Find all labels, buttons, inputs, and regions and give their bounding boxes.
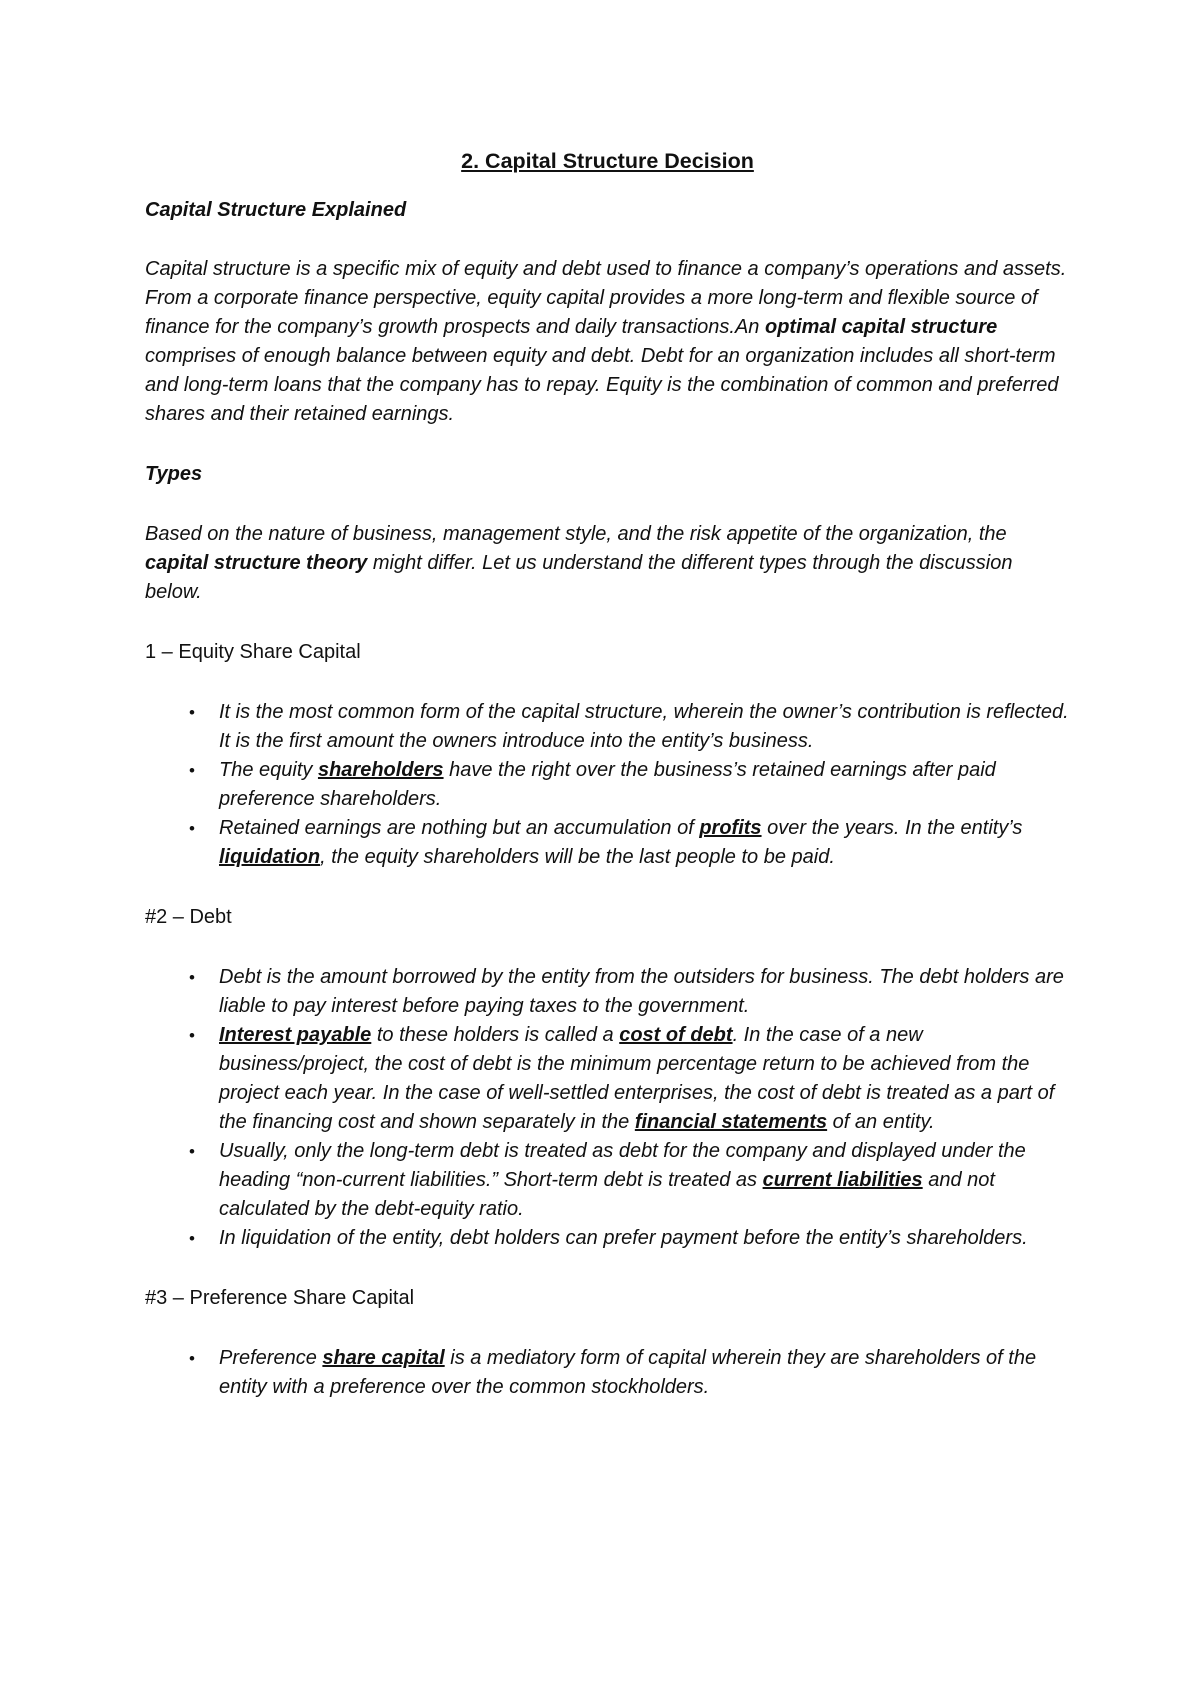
bullet-icon: • bbox=[189, 1142, 195, 1161]
paragraph-types bbox=[145, 520, 1070, 607]
link-liquidation[interactable]: liquidation bbox=[219, 846, 321, 868]
text-span: , the equity shareholders will be the last people to be paid. bbox=[320, 846, 835, 868]
text-span: might differ. Let us understand the different types through the discussion below. bbox=[145, 552, 1013, 603]
bullet-icon: • bbox=[189, 703, 195, 722]
list-item bbox=[145, 1224, 1070, 1253]
link-shareholders[interactable]: shareholders bbox=[317, 759, 444, 781]
link-cost-of-debt[interactable]: cost of debt bbox=[619, 1024, 733, 1046]
heading-debt: #2 – Debt bbox=[145, 906, 232, 928]
bullet-icon: • bbox=[189, 1026, 195, 1045]
text-span: of an entity. bbox=[827, 1111, 935, 1133]
heading-capital-structure-explained: Capital Structure Explained bbox=[145, 199, 407, 221]
bullet-icon: • bbox=[189, 1349, 195, 1368]
bullet-icon: • bbox=[189, 819, 195, 838]
text-span: Debt is the amount borrowed by the entity from the outsiders for business. The debt holders are liable to pay interest before paying taxes to the government. bbox=[219, 966, 1064, 1017]
list-item bbox=[145, 756, 1070, 814]
link-current-liabilities[interactable]: current liabilities bbox=[762, 1169, 923, 1191]
paragraph-capital-structure-explained bbox=[145, 255, 1070, 429]
link-share-capital[interactable]: share capital bbox=[322, 1347, 445, 1369]
link-profits[interactable]: profits bbox=[699, 817, 762, 839]
text-span: Based on the nature of business, management style, and the risk appetite of the organization, the bbox=[145, 523, 1007, 545]
list-item bbox=[145, 963, 1070, 1021]
page-title: 2. Capital Structure Decision bbox=[461, 149, 754, 173]
bullet-icon: • bbox=[189, 1229, 195, 1248]
list-item bbox=[145, 1021, 1070, 1137]
text-span: Preference bbox=[219, 1347, 323, 1369]
heading-equity-share-capital: 1 – Equity Share Capital bbox=[145, 641, 361, 663]
list-item bbox=[145, 698, 1070, 756]
link-financial-statements[interactable]: financial statements bbox=[634, 1111, 828, 1133]
text-span: Retained earnings are nothing but an accumulation of bbox=[219, 817, 700, 839]
link-interest-payable[interactable]: Interest payable bbox=[219, 1024, 372, 1046]
list-item bbox=[145, 1344, 1070, 1402]
text-span: Capital structure is a specific mix of equity and debt used to finance a company’s operations and assets. From a corporate finance perspective, equity capital provides a more long-term and flexible source of finance for the company’s growth prospects and daily transactions.An bbox=[145, 258, 1067, 338]
bullet-icon: • bbox=[189, 968, 195, 987]
text-span: and not calculated by the debt-equity ratio. bbox=[219, 1169, 995, 1220]
term-optimal-capital-structure: optimal capital structure bbox=[764, 316, 998, 338]
heading-preference-share-capital: #3 – Preference Share Capital bbox=[145, 1287, 415, 1309]
text-span: comprises of enough balance between equity and debt. Debt for an organization includes all short-term and long-term loans that the company has to repay. Equity is the combination of common and preferred shares and their retained earnings. bbox=[145, 345, 1059, 425]
bullet-list-equity bbox=[145, 698, 1070, 872]
text-span: over the years. In the entity’s bbox=[761, 817, 1023, 839]
text-span: is a mediatory form of capital wherein they are shareholders of the entity with a preference over the common stockholders. bbox=[219, 1347, 1037, 1398]
list-item bbox=[145, 1137, 1070, 1224]
text-span: In liquidation of the entity, debt holders can prefer payment before the entity’s shareholders. bbox=[219, 1227, 1028, 1249]
text-span: Usually, only the long-term debt is treated as debt for the company and displayed under the heading “non-current liabilities.” Short-term debt is treated as bbox=[219, 1140, 1026, 1191]
text-span: to these holders is called a bbox=[371, 1024, 620, 1046]
document-content bbox=[145, 146, 1070, 1433]
term-capital-structure-theory: capital structure theory bbox=[145, 552, 368, 574]
text-span: have the right over the business’s retained earnings after paid preference shareholders. bbox=[219, 759, 996, 810]
heading-types: Types bbox=[145, 463, 203, 485]
text-span: It is the most common form of the capital structure, wherein the owner’s contribution is reflected. It is the first amount the owners introduce into the entity’s business. bbox=[219, 701, 1069, 752]
text-span: The equity bbox=[219, 759, 318, 781]
text-span: . In the case of a new business/project, the cost of debt is the minimum percentage return to be achieved from the project each year. In the case of well-settled enterprises, the cost of debt is treated as a part of the financing cost and shown separately in the bbox=[219, 1024, 1055, 1133]
bullet-list-preference bbox=[145, 1344, 1070, 1402]
list-item bbox=[145, 814, 1070, 872]
bullet-icon: • bbox=[189, 761, 195, 780]
bullet-list-debt bbox=[145, 963, 1070, 1253]
